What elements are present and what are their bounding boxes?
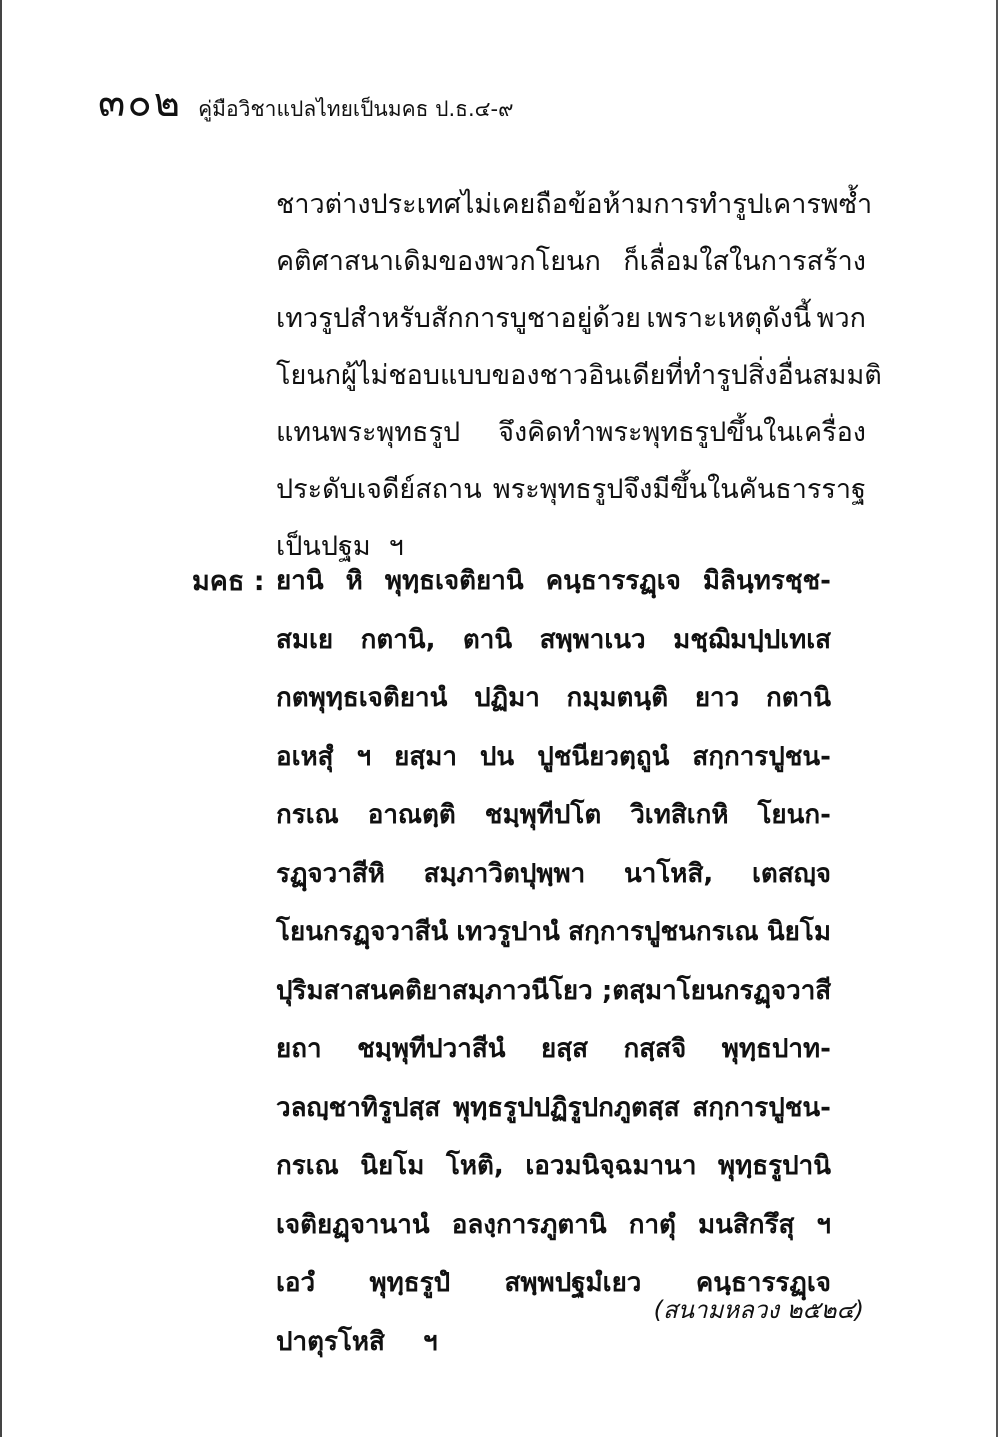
pali-word: นิยโม xyxy=(766,917,831,947)
thai-word: ก็เลื่อมใสในการสร้าง xyxy=(623,246,866,277)
pali-word: กตานิ xyxy=(765,683,831,713)
pali-line xyxy=(276,611,831,670)
thai-line xyxy=(276,347,882,404)
pali-word: ยถา xyxy=(276,1034,322,1064)
thai-word: แทนพระพุทธรูป xyxy=(276,417,461,448)
thai-word: ไม่เคยถือข้อห้ามการทำรูปเคารพ xyxy=(460,189,839,220)
pali-line xyxy=(276,1196,831,1255)
thai-word: ประดับเจดีย์สถาน xyxy=(276,474,482,505)
pali-word: นาโหสิ, xyxy=(623,858,714,889)
pali-line xyxy=(276,786,831,845)
thai-line xyxy=(276,404,866,461)
pali-word: สกฺการปูชนกรเณ xyxy=(568,917,759,947)
pali-word: เอวมนิจฺฉมานา xyxy=(525,1151,697,1181)
pali-word: ฯ xyxy=(816,1209,831,1240)
pali-word: ปน xyxy=(479,741,515,772)
pali-word: สกฺการปูชน- xyxy=(692,1092,831,1123)
pali-word: อลงฺการภูตานิ xyxy=(451,1209,607,1240)
pali-word: มนสิกรึสุ xyxy=(697,1209,795,1240)
pali-word: เทวรูปานํ xyxy=(456,917,560,947)
thai-word: พระพุทธรูปจึงมีขึ้นในคันธารราฐ xyxy=(492,474,866,505)
pali-word: เจติยฏฺจานานํ xyxy=(276,1209,430,1240)
pali-word: ตสฺมา xyxy=(612,975,677,1006)
source-citation: (สนามหลวง ๒๕๒๔) xyxy=(653,1296,864,1324)
pali-word: กตพุทฺธเจติยานํ xyxy=(276,683,448,713)
pali-line xyxy=(276,962,831,1021)
pali-word: ปุริมสาสนคติยา xyxy=(276,975,452,1006)
pali-word: คนฺธารรฏฺเจ xyxy=(695,1268,831,1298)
thai-word: ฯ xyxy=(388,531,404,562)
pali-line xyxy=(276,552,831,611)
pali-word: สมเย xyxy=(276,624,334,655)
pali-word: สมฺภาวนีโยว ; xyxy=(451,975,613,1006)
pali-word: ยานิ xyxy=(276,566,324,596)
pali-word: พุทฺธรูปานิ xyxy=(717,1151,831,1181)
pali-word: โยนกรฏฺจวาสีนํ xyxy=(276,917,449,947)
thai-word: ซ้ำ xyxy=(838,189,873,220)
thai-word: เพราะเหตุดังนี้ xyxy=(646,303,812,334)
pali-word: อเหสุํ xyxy=(276,741,334,772)
pali-word: ชมฺพุทีปวาสีนํ xyxy=(357,1034,506,1064)
pali-word: ปาตุรโหสิ xyxy=(276,1326,385,1357)
pali-word: ฯ xyxy=(356,741,372,772)
pali-word: มชฺฌิมปฺปเทเส xyxy=(673,624,831,655)
pali-word: อาณตฺติ xyxy=(367,800,456,830)
pali-word: มิลินฺทรชฺช- xyxy=(702,566,831,596)
pali-word: เตสญฺจ xyxy=(751,858,831,889)
pali-line xyxy=(276,845,831,904)
page-edge-left xyxy=(0,0,2,1437)
pali-word: หิ xyxy=(345,566,363,596)
pali-word: กตานิ, xyxy=(360,624,436,655)
pali-word: รฏฺจวาสีหิ xyxy=(276,858,385,889)
pali-word: ชมฺพุทีปโต xyxy=(484,800,602,830)
thai-word: เทวรูปสำหรับสักการบูชาอยู่ด้วย xyxy=(276,303,641,334)
thai-line xyxy=(276,461,866,518)
pali-word: ตานิ xyxy=(462,624,513,655)
pali-line xyxy=(276,669,831,728)
page-edge-right xyxy=(996,0,998,1437)
pali-word: พุทฺธปาท- xyxy=(721,1034,831,1064)
pali-word: ปูชนียวตฺถูนํ xyxy=(537,741,670,772)
pali-word: โยนกรฏฺจวาสี xyxy=(676,975,832,1006)
pali-line xyxy=(276,728,831,787)
pali-word: ฯ xyxy=(422,1326,438,1357)
pali-line xyxy=(276,1020,831,1079)
pali-word: คนฺธารรฏฺเจ xyxy=(545,566,681,596)
pali-line xyxy=(276,1079,831,1138)
pali-line xyxy=(276,903,831,962)
pali-word: พุทฺธเจติยานิ xyxy=(384,566,524,596)
magadha-label: มคธ : xyxy=(192,566,265,597)
thai-word: จึงคิดทำพระพุทธรูปขึ้นในเครื่อง xyxy=(498,417,866,448)
page-number: ๓๐๒ xyxy=(98,80,183,126)
thai-word: เป็นปฐม xyxy=(276,531,371,562)
pali-word: วิเทสิเกหิ xyxy=(630,800,729,830)
pali-word: พุทฺธรูปปฏิรูปกภูตสฺส xyxy=(453,1092,680,1123)
pali-word: กรเณ xyxy=(276,1151,339,1181)
thai-word: ที่ทำรูปสิ่งอื่นสมมติ xyxy=(665,360,882,391)
pali-word: วลญฺชาทิรูปสฺส xyxy=(276,1092,441,1123)
thai-word: คติศาสนาเดิมของพวกโยนก xyxy=(276,246,601,277)
page-header xyxy=(98,78,514,128)
thai-paragraph xyxy=(276,176,882,575)
pali-word: ยสฺมา xyxy=(394,741,457,772)
thai-line xyxy=(276,290,866,347)
pali-word: สพฺพปฐมํเยว xyxy=(504,1268,642,1298)
pali-word: กมฺมตนฺติ xyxy=(566,683,669,713)
pali-word: สกฺการปูชน- xyxy=(692,741,831,772)
pali-word: กาตุํ xyxy=(628,1209,676,1240)
pali-line xyxy=(276,1137,831,1196)
pali-word: พุทฺธรูปํ xyxy=(369,1268,451,1298)
pali-word: กสฺสจิ xyxy=(623,1034,687,1064)
pali-word: นิยโม xyxy=(360,1151,425,1181)
pali-word: ยสฺส xyxy=(541,1034,589,1064)
pali-word: สมฺภาวิตปุพฺพา xyxy=(423,858,586,889)
pali-word: โหติ, xyxy=(445,1151,504,1181)
pali-word: ยาว xyxy=(694,683,740,713)
thai-word: โยนกผู้ไม่ชอบแบบของชาวอินเดีย xyxy=(276,360,666,391)
pali-word: ปฏิมา xyxy=(474,683,540,713)
running-title: คู่มือวิชาแปลไทยเป็นมคธ ป.ธ.๔-๙ xyxy=(198,97,514,121)
thai-word: ชาวต่างประเทศ xyxy=(276,189,461,220)
magadha-paragraph xyxy=(276,552,831,1371)
pali-word: โยนก- xyxy=(757,800,831,830)
pali-word: กรเณ xyxy=(276,800,339,830)
pali-word: สพฺพาเนว xyxy=(539,624,646,655)
pali-word: เอวํ xyxy=(276,1268,316,1298)
thai-word: พวก xyxy=(816,303,866,334)
thai-line xyxy=(276,233,866,290)
thai-line xyxy=(276,176,873,233)
